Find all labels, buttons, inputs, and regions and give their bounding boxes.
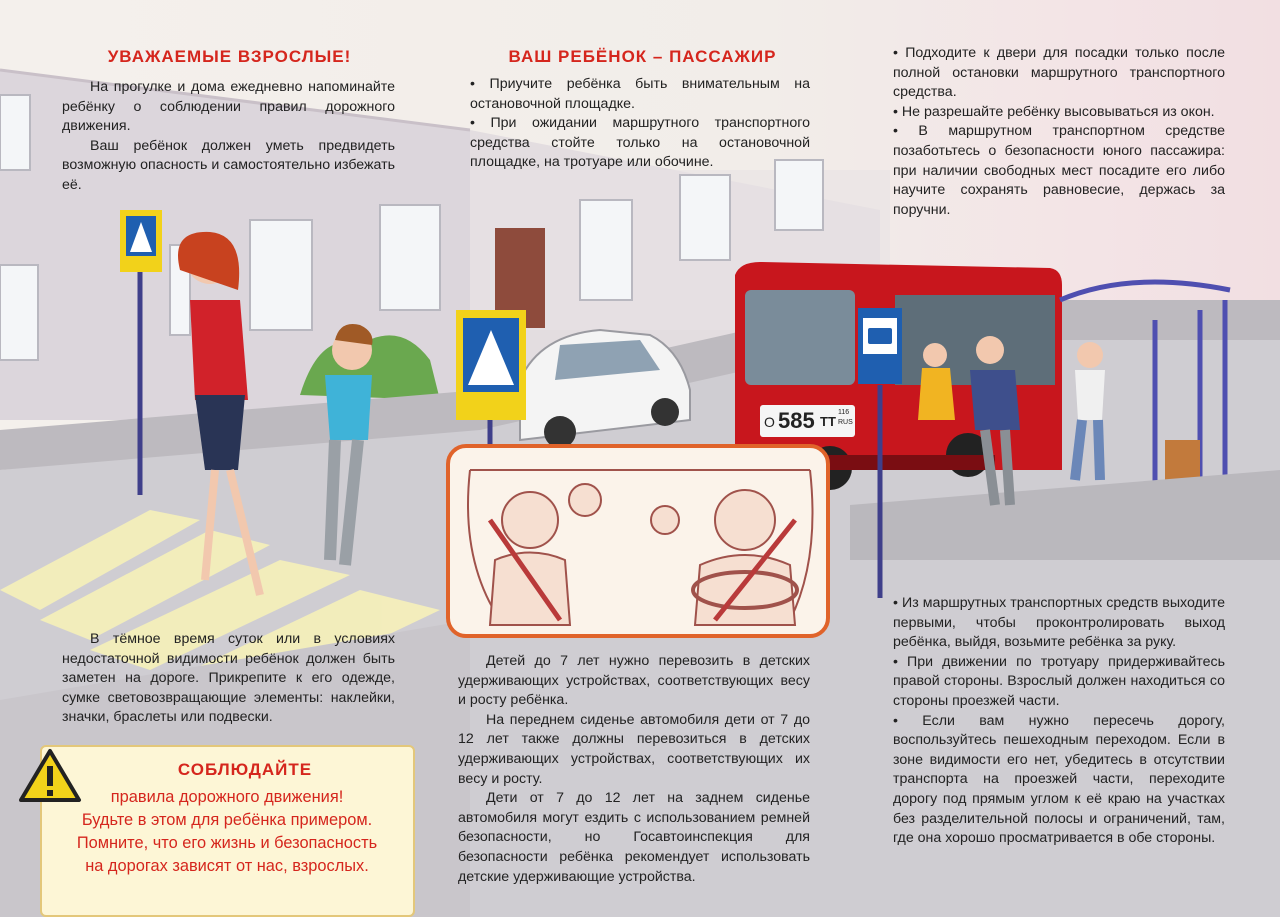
plate-country: RUS (838, 419, 853, 426)
col3-bullet-4: • Из маршрутных транспортных средств выходите первыми, чтобы проконтролировать выход ребёнка, выйдя, возьмите ребёнка за руку. (893, 595, 1225, 651)
notice-title: СОБЛЮДАЙТЕ (177, 760, 313, 779)
col3-bullet-5: • При движении по тротуару придерживайтесь правой стороны. Взрослый должен находиться со стороны проезжей части. (893, 653, 1225, 709)
plate-region: 116 (838, 409, 850, 416)
plate-number: 585 (778, 408, 815, 433)
col3-bullet-3: • В маршрутном транспортном средстве позаботьтесь о безопасности юного пассажира: при наличии свободных мест посадите его либо научите сохранять равновесие, держась за поручни. (893, 123, 1225, 218)
notice-line-4: на дорогах зависят от нас, взрослых. (85, 857, 369, 875)
col1-night-text (62, 630, 395, 728)
col1-para-1: На прогулке и дома ежедневно напоминайте ребёнку о соблюдении правил дорожного движения. (62, 79, 395, 135)
plate-letters: ТТ (820, 414, 836, 429)
col1-title: УВАЖАЕМЫЕ ВЗРОСЛЫЕ! (107, 47, 352, 66)
col2-para-1: Детей до 7 лет нужно перевозить в детских удерживающих устройствах, соответствующих весу и росту ребёнка. (458, 653, 810, 709)
col2-bullet-1: • Приучите ребёнка быть внимательным на остановочной площадке. (470, 76, 810, 112)
notice-body (42, 786, 412, 878)
col2-intro-text (470, 75, 810, 173)
col3-bullet-2: • Не разрешайте ребёнку высовываться из окон. (893, 103, 1215, 120)
notice-line-1: правила дорожного движения! (110, 788, 344, 806)
col3-bullet-1: • Подходите к двери для посадки только после полной остановки маршрутного транспортного средства. (893, 45, 1225, 101)
col1-para-2: Ваш ребёнок должен уметь предвидеть возможную опасность и самостоятельно избежать её. (62, 137, 395, 193)
col1-intro-text (62, 78, 395, 196)
col2-seat-text (458, 652, 810, 887)
col3-bottom-text (893, 594, 1225, 849)
car-interior-inset (448, 446, 828, 636)
col2-para-2: На переднем сиденье автомобиля дети от 7 до 12 лет также должны перевозиться в детских удерживающих устройствах, соответствующих их весу и росту. (458, 711, 810, 787)
col2-title: ВАШ РЕБЁНОК – ПАССАЖИР (508, 47, 777, 66)
notice-line-2: Будьте в этом для ребёнка примером. (81, 811, 373, 829)
bus-license-plate (762, 406, 854, 436)
col3-bullet-6: • Если вам нужно пересечь дорогу, воспользуйтесь пешеходным переходом. Если в зоне видимости его нет, убедитесь в отсутствии транспорта на проезжей части, переходите дорогу под прямым углом к её краю на участках без разделительной полосы и ограничений, там, где она хорошо просматривается в обе стороны. (893, 712, 1225, 847)
col2-bullet-2: • При ожидании маршрутного транспортного средства стойте только на остановочной площадке, на тротуаре или обочине. (470, 115, 810, 171)
plate-prefix: О (764, 414, 775, 430)
notice-line-3: Помните, что его жизнь и безопасность (76, 834, 378, 852)
col3-top-text (893, 44, 1225, 220)
col2-para-3: Дети от 7 до 12 лет на заднем сиденье автомобиля могут ездить с использованием ремней безопасности, но Госавтоинспекция для безопасности ребёнка рекомендует использовать детские удерживающие устройства. (458, 790, 810, 885)
col1-para-3: В тёмное время суток или в условиях недостаточной видимости ребёнок должен быть заметен на дороге. Прикрепите к его одежде, сумке световозвращающие элементы: наклейки, значки, браслеты или подвески. (62, 631, 395, 726)
